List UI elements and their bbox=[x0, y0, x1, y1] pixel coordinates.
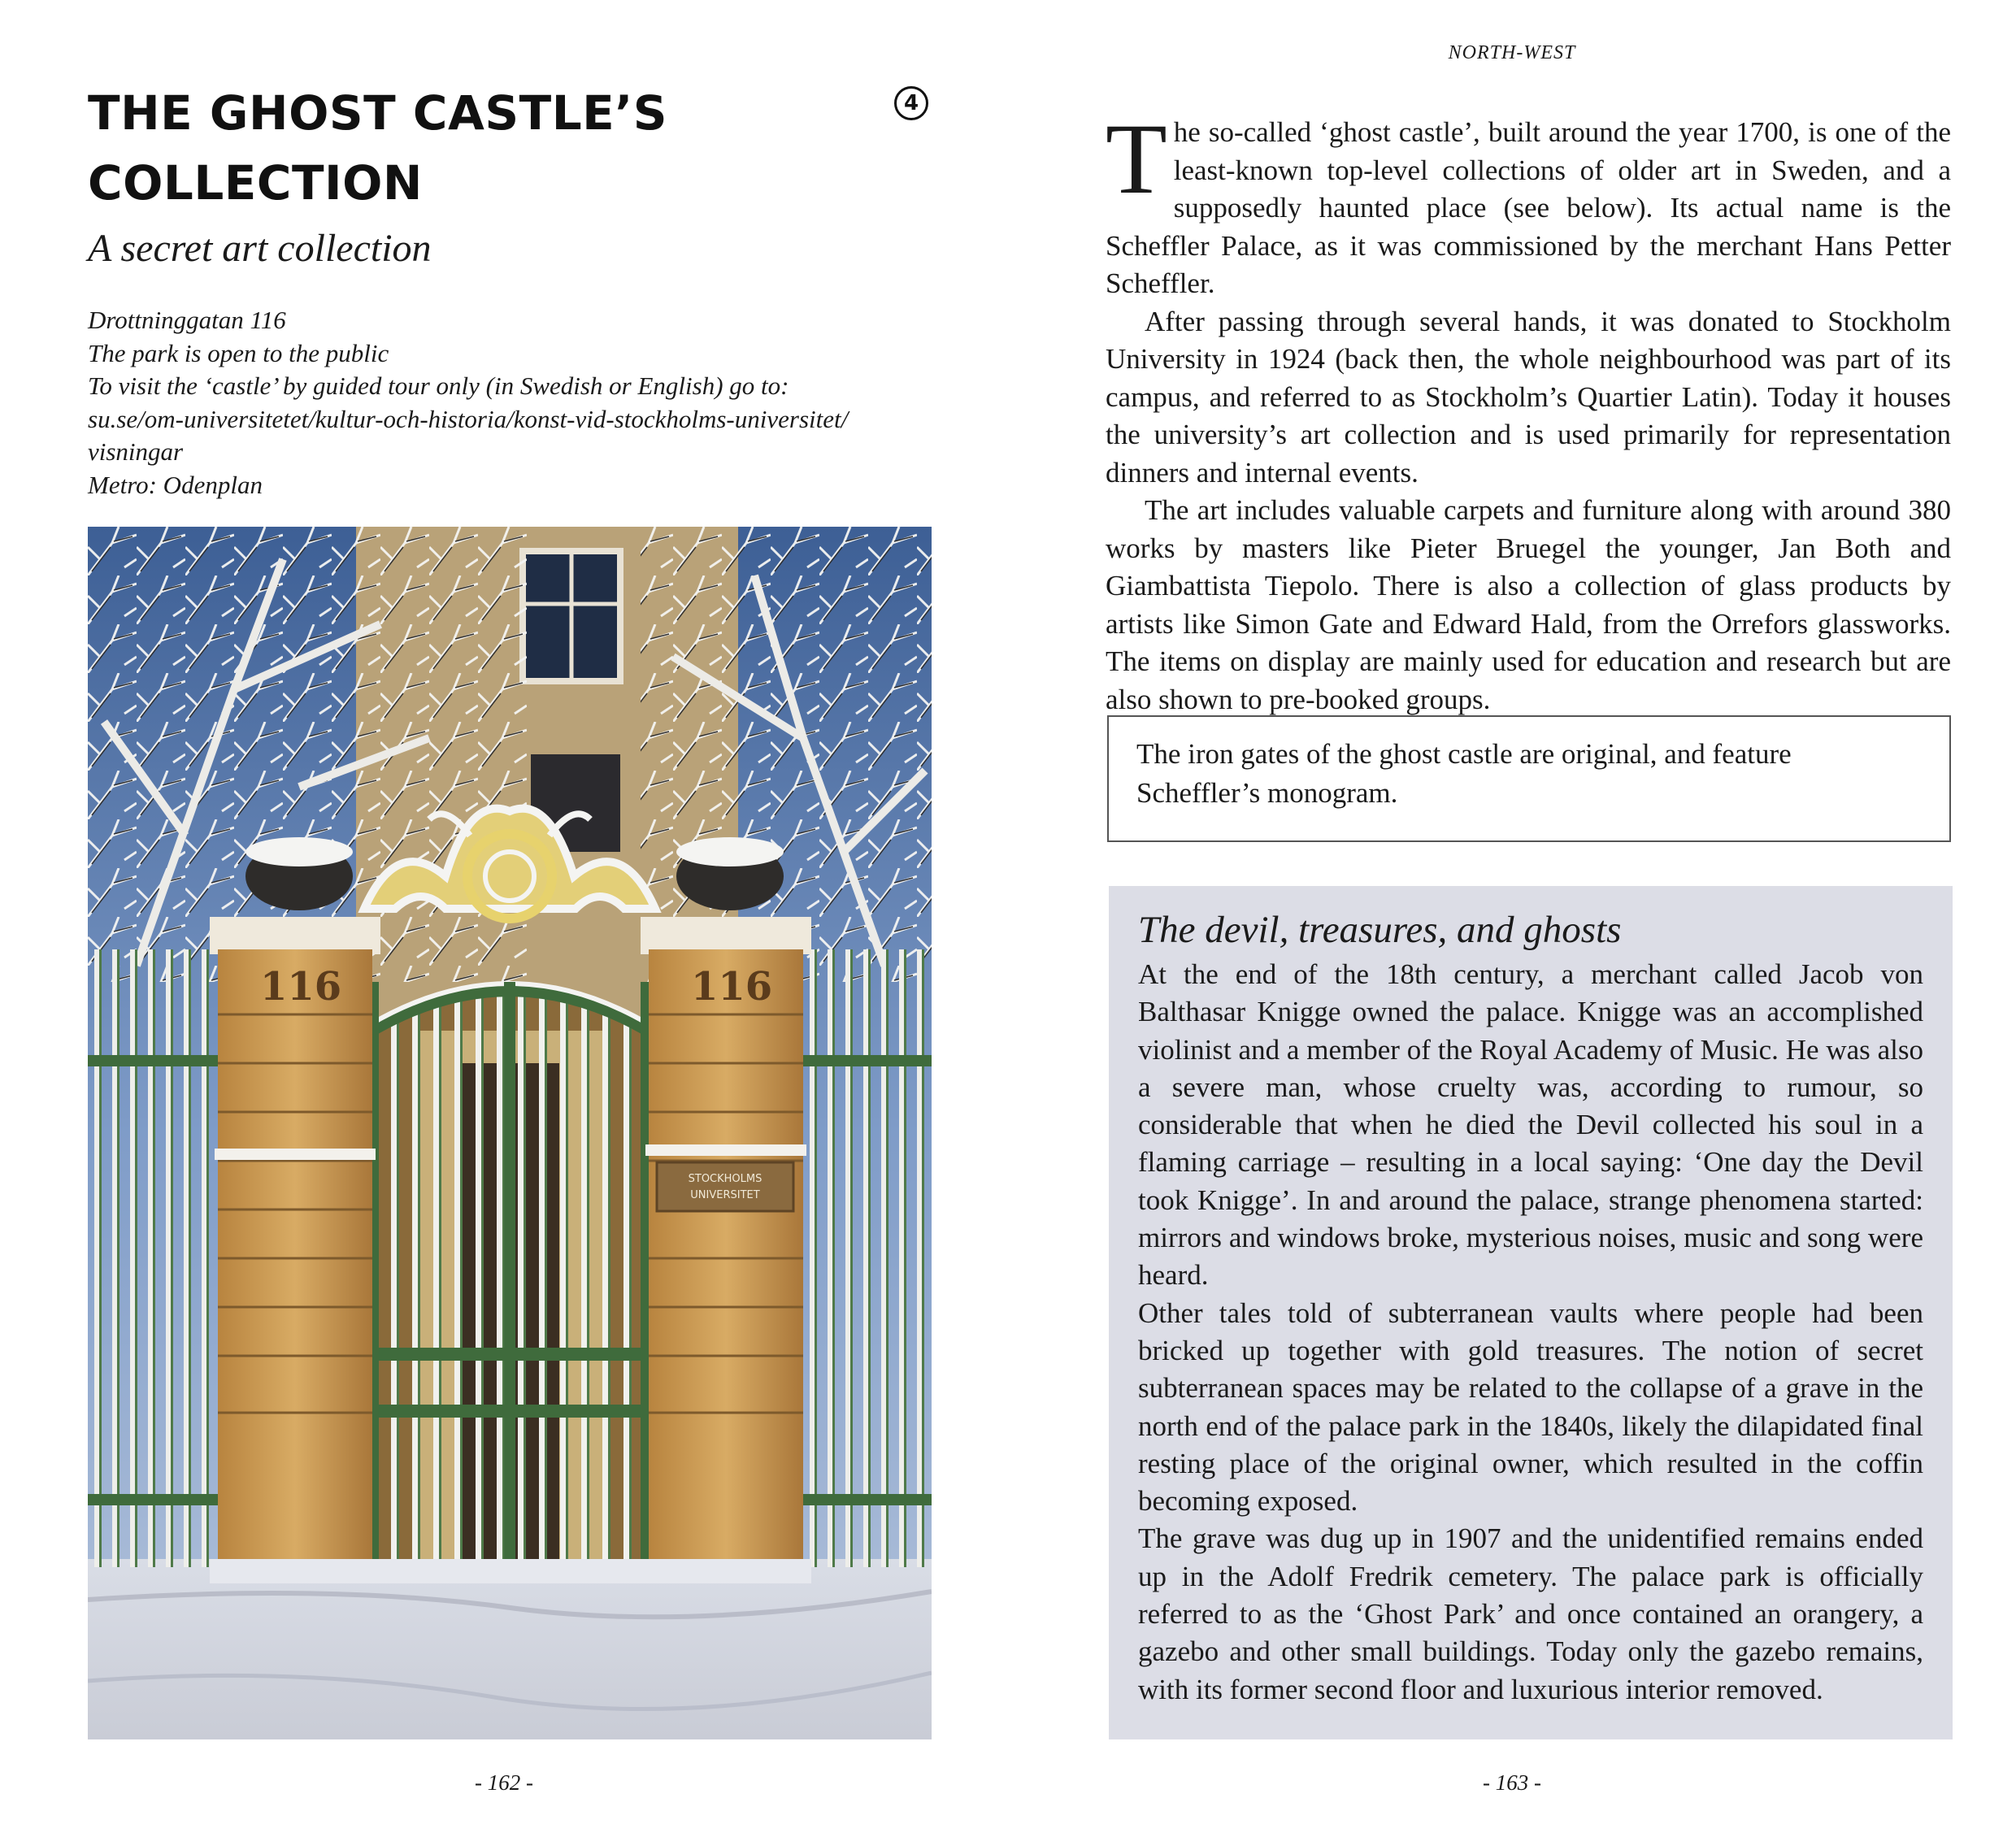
page-number-left: - 162 - bbox=[475, 1770, 533, 1795]
paragraph-3: The art includes valuable carpets and furniture along with around 380 works by masters like Pieter Bruegel the younger, Jan Both and Giambattista Tiepolo. There is also a collection of glass products by artists like Simon Gate and Edward Hald, from the Orrefors glassworks. The items on display are mainly used for education and research but are also shown to pre-booked groups. bbox=[1106, 494, 1951, 715]
page-subtitle: A secret art collection bbox=[88, 227, 432, 270]
info-url-line-2: visningar bbox=[88, 437, 184, 466]
title-line-1: THE GHOST CASTLE’S bbox=[88, 85, 668, 141]
note-box: The iron gates of the ghost castle are original, and feature Scheffler’s monogram. bbox=[1107, 715, 1951, 842]
running-head: NORTH-WEST bbox=[1448, 42, 1576, 63]
page-title bbox=[88, 78, 819, 218]
info-opening: The park is open to the public bbox=[88, 338, 389, 367]
sidebar-body bbox=[1138, 956, 1923, 1709]
gate-photo bbox=[88, 527, 932, 1739]
sidebar-paragraph-2: Other tales told of subterranean vaults where people had been bricked up together with gold treasures. The notion of secret subterranean spaces may be related to the collapse of a grave in the north end of the palace park in the 1840s, likely the dilapidated final resting place of the original owner, which resulted in the coffin becoming exposed. bbox=[1138, 1296, 1923, 1518]
main-text bbox=[1106, 103, 1951, 719]
right-page bbox=[1008, 0, 2016, 1824]
gate-illustration bbox=[88, 527, 932, 1739]
plaque-line-2: UNIVERSITET bbox=[690, 1189, 760, 1201]
info-url-line-1: su.se/om-universitetet/kultur-och-historia/konst-vid-stockholms-universitet/ bbox=[88, 404, 849, 433]
sidebar-title: The devil, treasures, and ghosts bbox=[1138, 909, 1622, 951]
plaque-line-1: STOCKHOLMS bbox=[688, 1173, 763, 1185]
drop-cap: T bbox=[1106, 103, 1167, 215]
info-metro: Metro: Odenplan bbox=[88, 470, 263, 499]
pillar-number-right: 116 bbox=[691, 964, 773, 1010]
paragraph-2: After passing through several hands, it was donated to Stockholm University in 1924 (back then, the whole neighbourhood was part of its campus, and referred to as Stockholm’s Quartier Latin). Today it houses the university’s art collection and is used primarily for representation dinners and internal events. bbox=[1106, 305, 1951, 489]
info-visits: To visit the ‘castle’ by guided tour only (in Swedish or English) go to: bbox=[88, 371, 789, 400]
page-number-right: - 163 - bbox=[1483, 1770, 1541, 1795]
sidebar-paragraph-3: The grave was dug up in 1907 and the unidentified remains ended up in the Adolf Fredrik cemetery. The palace park is officially referred to as the ‘Ghost Park’ and once contained an orangery, a gazebo and other small buildings. Today only the gazebo remains, with its former second floor and luxurious interior removed. bbox=[1138, 1522, 1923, 1705]
paragraph-1-text: he so-called ‘ghost castle’, built around the year 1700, is one of the least-known top-level collections of older art in Sweden, and a supposedly haunted place (see below). Its actual name is the Scheffler Palace, as it was commissioned by the merchant Hans Petter Scheffler. bbox=[1106, 116, 1951, 299]
info-address: Drottninggatan 116 bbox=[88, 306, 286, 334]
sidebar-paragraph-1: At the end of the 18th century, a merchant called Jacob von Balthasar Knigge owned the palace. Knigge was an accomplished violinist and a member of the Royal Academy of Music. He was also a severe man, whose cruelty was, according to rumour, so considerable that when he died the Devil collected his soul in a flaming carriage – resulting in a local saying: ‘One day the Devil took Knigge’. In and around the palace, strange phenomena started: mirrors and windows broke, mysterious noises, music and song were heard. bbox=[1138, 958, 1923, 1292]
title-line-2: COLLECTION bbox=[88, 155, 423, 211]
site-number-badge: 4 bbox=[894, 86, 928, 120]
practical-info bbox=[88, 304, 933, 502]
paragraph-1 bbox=[1106, 103, 1951, 303]
sidebar-box bbox=[1109, 886, 1953, 1739]
pillar-number-left: 116 bbox=[260, 964, 342, 1010]
